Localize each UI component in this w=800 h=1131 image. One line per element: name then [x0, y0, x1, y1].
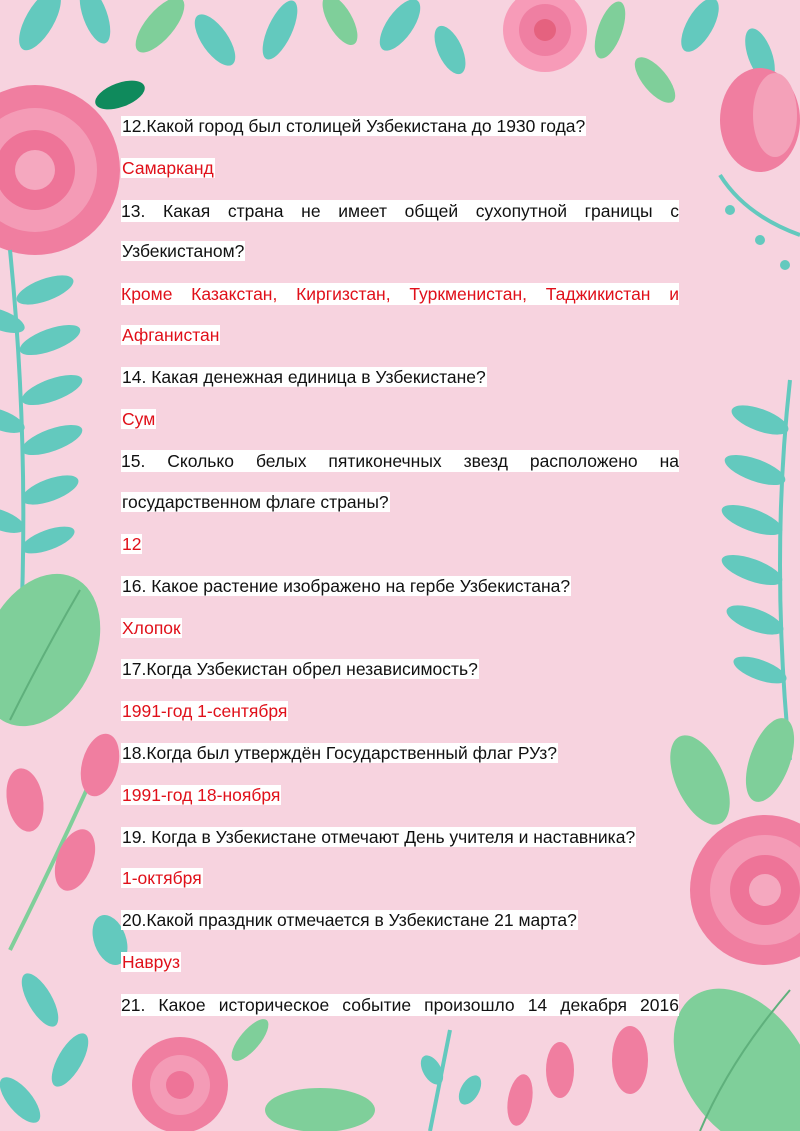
answer-line	[121, 858, 679, 900]
right-big-rose	[690, 815, 800, 965]
top-right-tulip	[720, 68, 800, 270]
answer-line	[121, 524, 679, 566]
question-text: 20.Какой праздник отмечается в Узбекистане 21 марта?	[122, 910, 577, 931]
question-text: 18.Когда был утверждён Государственный флаг РУз?	[122, 742, 557, 763]
question-text: 12.Какой город был столицей Узбекистана до 1930 года?	[122, 116, 586, 136]
question-line	[121, 106, 679, 148]
answer-line	[121, 608, 679, 650]
answer-line	[121, 315, 679, 357]
question-text: Узбекистаном?	[122, 241, 245, 262]
question-line	[121, 357, 679, 399]
question-line	[121, 649, 679, 691]
answer-text: Самарканд	[122, 157, 214, 178]
question-line: 15. Сколько белых пятиконечных звезд расположено на	[121, 451, 679, 472]
question-text: 17.Когда Узбекистан обрел независимость?	[122, 659, 478, 680]
answer-text: 1991-год 1-сентября	[122, 701, 288, 722]
question-text: 16. Какое растение изображено на гербе Узбекистана?	[122, 575, 571, 596]
left-green-leaf	[0, 554, 124, 745]
answer-line	[121, 691, 679, 733]
top-pink-flower	[503, 0, 587, 72]
top-left-rose	[0, 85, 120, 255]
question-text: 19. Когда в Узбекистане отмечают День учителя и наставника?	[122, 826, 636, 847]
answer-text: 12	[122, 533, 142, 554]
answer-text: Сум	[122, 408, 156, 429]
question-line	[121, 482, 679, 524]
question-line	[121, 231, 679, 273]
right-fern	[658, 380, 800, 834]
answer-line	[121, 942, 679, 984]
answer-line	[121, 148, 679, 190]
answer-text: Афганистан	[122, 324, 220, 345]
answer-text: 1991-год 18-ноября	[122, 784, 281, 805]
question-line	[121, 900, 679, 942]
bottom-center-decoration	[265, 1026, 648, 1131]
question-line	[121, 817, 679, 859]
question-line	[121, 733, 679, 775]
question-line	[121, 566, 679, 608]
answer-line	[121, 775, 679, 817]
top-leaves-decoration	[11, 0, 781, 115]
answer-line: Кроме Казакстан, Киргизстан, Туркменистан, Таджикистан и	[121, 284, 679, 305]
answer-line	[121, 399, 679, 441]
answer-text: Хлопок	[122, 617, 181, 638]
question-text: 14. Какая денежная единица в Узбекистане?	[122, 366, 486, 387]
quiz-content	[121, 106, 679, 1026]
question-line: 21. Какое историческое событие произошло 14 декабря 2016	[121, 994, 679, 1015]
answer-text: Навруз	[122, 951, 180, 972]
question-line: 13. Какая страна не имеет общей сухопутной границы с	[121, 200, 679, 221]
left-pink-buds	[2, 729, 134, 969]
answer-text: 1-октября	[122, 868, 202, 889]
question-text: государственном флаге страны?	[122, 492, 389, 513]
